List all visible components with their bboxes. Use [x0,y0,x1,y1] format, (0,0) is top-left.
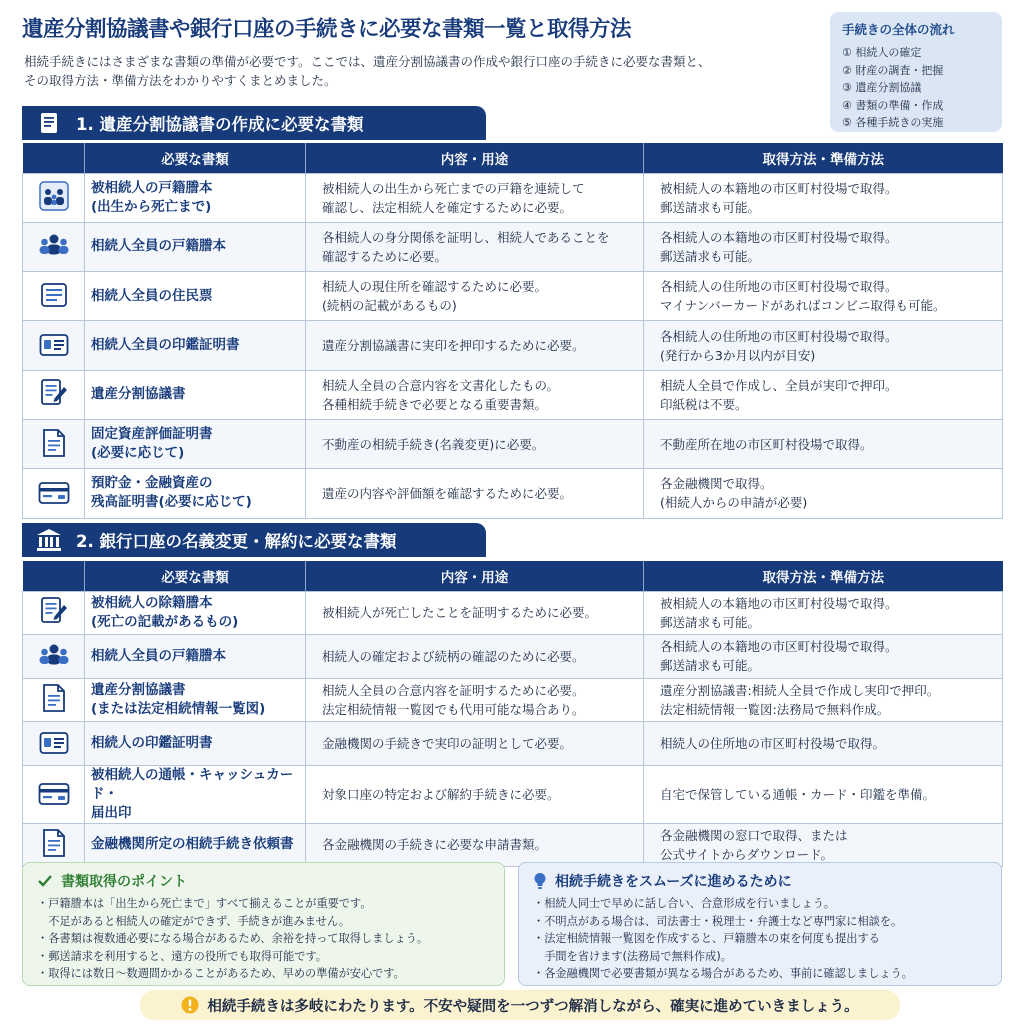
usage-cell [306,823,644,867]
flow-title: 手続きの全体の流れ [842,22,955,37]
cell-line: (相続人からの申請が必要) [660,495,808,511]
column-header-icon [23,561,85,591]
intro-text [24,52,804,90]
flow-step: ② 財産の調査・把握 [842,63,944,77]
table-row [23,370,1003,419]
row-icon-cell [23,765,85,823]
column-header-icon [23,143,85,173]
method-cell [644,678,1003,722]
method-cell [644,173,1003,222]
usage-cell [306,469,644,518]
cell-line: 被相続人の通帳・キャッシュカード・ [91,766,294,802]
list-item: ・各金融機関で必要書類が異なる場合があるため、事前に確認しましょう。 [533,967,913,981]
row-icon-cell [23,635,85,679]
method-cell [644,419,1003,468]
cell-line: (発行から3か月以内が目安) [660,347,816,363]
points-title [37,871,490,891]
row-icon-cell [23,370,85,419]
document-name-cell [85,222,306,271]
cell-line: 自宅で保管している通帳・カード・印鑑を準備。 [660,786,936,802]
cell-line: マイナンバーカードがあればコンビニ取得も可能。 [660,298,946,314]
method-cell [644,823,1003,867]
cell-line: 郵送請求も可能。 [660,658,761,674]
column-header-document: 必要な書類 [85,561,306,591]
usage-cell [306,765,644,823]
exclamation-icon [181,996,199,1014]
table-row [23,678,1003,722]
row-icon-cell [23,469,85,518]
cell-line: 被相続人の本籍地の市区町村役場で取得。 [660,180,898,196]
usage-cell [306,722,644,766]
column-header-method: 取得方法・準備方法 [644,561,1003,591]
row-icon-cell [23,823,85,867]
list-item: ・法定相続情報一覧図を作成すると、戸籍謄本の束を何度も提出する [533,932,880,946]
page-title: 遺産分割協議書や銀行口座の手続きに必要な書類一覧と取得方法 [22,17,632,42]
document-name-cell [85,370,306,419]
row-icon-cell [23,272,85,321]
table-row [23,469,1003,518]
method-cell [644,591,1003,635]
cell-line: 遺産の内容や評価額を確認するために必要。 [322,485,573,501]
list-item: 不足があると相続人の確定ができず、手続きが進みません。 [37,914,351,928]
cell-line: 郵送請求も可能。 [660,614,761,630]
cell-line: 遺産分割協議書:相続人全員で作成し実印で押印。 [660,682,940,698]
document-icon [37,826,71,860]
row-icon-cell [23,722,85,766]
cell-line: (または法定相続情報一覧図) [91,700,266,717]
cell-line: 各相続人の身分関係を証明し、相続人であることを [322,229,610,245]
row-icon-cell [23,591,85,635]
list-icon [37,278,71,312]
cell-line: 郵送請求も可能。 [660,248,761,264]
cell-line: 印紙税は不要。 [660,396,748,412]
table-row [23,321,1003,370]
document-name-cell [85,173,306,222]
row-icon-cell [23,321,85,370]
usage-cell [306,321,644,370]
table-row [23,722,1003,766]
cell-line: 不動産の相続手続き(名義変更)に必要。 [322,436,545,452]
bank-icon [36,527,62,553]
cell-line: 被相続人が死亡したことを証明するために必要。 [322,605,598,621]
cell-line: 残高証明書(必要に応じて) [91,494,252,511]
section-2-heading [22,523,486,557]
cell-line: 確認し、法定相続人を確定するために必要。 [322,199,573,215]
section-2-table [22,561,1003,867]
cell-line: 各相続人の本籍地の市区町村役場で取得。 [660,639,898,655]
cell-line: 各相続人の住所地の市区町村役場で取得。 [660,279,898,295]
usage-cell [306,173,644,222]
usage-cell [306,591,644,635]
list-item: ・相続人同士で早めに話し合い、合意形成を行いましょう。 [533,897,836,910]
cell-line: 相続人全員の合意内容を文書化したもの。 [322,377,560,393]
flow-step: ③ 遺産分割協議 [842,81,922,94]
cell-line: 遺産分割協議書 [91,386,186,403]
intro-line: その取得方法・準備方法をわかりやすくまとめました。 [24,73,337,88]
row-icon-cell [23,173,85,222]
cell-line: (出生から死亡まで) [91,198,212,215]
cell-line: (必要に応じて) [91,445,185,462]
check-icon [37,873,53,889]
cell-line: 遺産分割協議書に実印を押印するために必要。 [322,338,585,354]
lightbulb-icon [533,872,547,890]
document-name-cell [85,591,306,635]
section-1-title: 1. 遺産分割協議書の作成に必要な書類 [76,115,364,134]
section-1-table [22,143,1003,519]
document-name-cell [85,469,306,518]
document-name-cell [85,419,306,468]
table-row [23,222,1003,271]
cell-line: (死亡の記載があるもの) [91,613,239,630]
row-icon-cell [23,678,85,722]
cell-line: 法定相続情報一覧図でも代用可能な場合あり。 [322,701,585,717]
document-name-cell [85,722,306,766]
method-cell [644,222,1003,271]
cell-line: 各相続人の住所地の市区町村役場で取得。 [660,328,898,344]
closing-banner [140,990,900,1020]
id-card-icon [37,328,71,362]
process-flow-box [830,12,1002,132]
usage-cell [306,370,644,419]
cell-line: 各相続人の本籍地の市区町村役場で取得。 [660,229,898,245]
usage-cell [306,222,644,271]
list-item: 手間を省けます(法務局で無料作成)。 [533,949,732,963]
card-icon [37,777,71,811]
usage-cell [306,419,644,468]
intro-line: 相続手続きにはさまざまな書類の準備が必要です。ここでは、遺産分割協議書の作成や銀行口座の手続きに必要な書類と、 [24,54,711,69]
document-icon [37,426,71,460]
cell-line: 各種相続手続きで必要となる重要書類。 [322,396,548,412]
points-title-text: 書類取得のポイント [61,874,187,890]
document-name-cell [85,765,306,823]
document-icon [37,681,71,715]
table-row [23,173,1003,222]
cell-line: 各金融機関で取得。 [660,476,773,492]
cell-line: 相続人全員の印鑑証明書 [91,337,240,354]
usage-cell [306,678,644,722]
list-item: ・戸籍謄本は「出生から死亡まで」すべて揃えることが重要です。 [37,897,372,910]
cell-line: 相続人全員の戸籍謄本 [91,647,226,664]
document-name-cell [85,321,306,370]
cell-line: 被相続人の本籍地の市区町村役場で取得。 [660,595,898,611]
cell-line: 公式サイトからダウンロード。 [660,846,834,862]
flow-step: ⑤ 各種手続きの実施 [842,116,944,129]
table-header-row [23,143,1003,173]
cell-line: 固定資産評価証明書 [91,426,213,443]
method-cell [644,635,1003,679]
flow-step: ④ 書類の準備・作成 [842,98,944,112]
cell-line: 被相続人の除籍謄本 [91,594,213,611]
cell-line: 相続人の現住所を確認するために必要。 [322,279,548,295]
list-item: ・各書類は複数通必要になる場合があるため、余裕を持って取得しましょう。 [37,932,429,946]
document-name-cell [85,272,306,321]
row-icon-cell [23,222,85,271]
column-header-method: 取得方法・準備方法 [644,143,1003,173]
section-2-title: 2. 銀行口座の名義変更・解約に必要な書類 [76,532,397,551]
table-row [23,419,1003,468]
table-row [23,823,1003,867]
group-icon [37,228,71,262]
card-icon [37,476,71,510]
cell-line: 金融機関の手続きで実印の証明として必要。 [322,735,573,751]
document-icon [36,110,62,136]
section-1-heading [22,106,486,140]
row-icon-cell [23,419,85,468]
cell-line: 各金融機関の手続きに必要な申請書類。 [322,837,548,853]
pen-document-icon [37,594,71,628]
method-cell [644,272,1003,321]
cell-line: 相続人全員で作成し、全員が実印で押印。 [660,377,898,393]
cell-line: 被相続人の戸籍謄本 [91,179,213,196]
tips-title [533,871,987,891]
cell-line: (続柄の記載があるもの) [322,298,457,314]
document-name-cell [85,678,306,722]
column-header-document: 必要な書類 [85,143,306,173]
banner-text: 相続手続きは多岐にわたります。不安や疑問を一つずつ解消しながら、確実に進めていきましょう。 [207,998,859,1015]
family-icon [37,179,71,213]
cell-line: 相続人の印鑑証明書 [91,734,213,751]
method-cell [644,765,1003,823]
list-item: ・郵送請求を利用すると、遠方の役所でも取得可能です。 [37,949,327,963]
cell-line: 各金融機関の窓口で取得、または [660,827,848,843]
document-name-cell [85,823,306,867]
id-card-icon [37,726,71,760]
document-name-cell [85,635,306,679]
cell-line: 法定相続情報一覧図:法務局で無料作成。 [660,701,890,717]
cell-line: 相続人の確定および続柄の確認のために必要。 [322,648,585,664]
document-points-box [22,862,505,986]
method-cell [644,370,1003,419]
list-item: ・取得には数日〜数週間かかることがあるため、早めの準備が安心です。 [37,967,405,981]
cell-line: 郵送請求も可能。 [660,199,761,215]
group-icon [37,638,71,672]
usage-cell [306,635,644,679]
cell-line: 相続人全員の住民票 [91,287,213,304]
table-row [23,272,1003,321]
list-item: ・不明点がある場合は、司法書士・税理士・弁護士など専門家に相談を。 [533,914,903,928]
tips-title-text: 相続手続きをスムーズに進めるために [555,874,792,890]
method-cell [644,722,1003,766]
table-row [23,765,1003,823]
cell-line: 預貯金・金融資産の [91,475,213,492]
column-header-usage: 内容・用途 [306,143,644,173]
cell-line: 遺産分割協議書 [91,681,186,698]
pen-document-icon [37,376,71,410]
smooth-process-tips-box [518,862,1002,986]
method-cell [644,469,1003,518]
table-row [23,635,1003,679]
flow-step: ① 相続人の確定 [842,46,922,59]
cell-line: 確認するために必要。 [322,248,448,264]
table-header-row [23,561,1003,591]
cell-line: 不動産所在地の市区町村役場で取得。 [660,436,873,452]
column-header-usage: 内容・用途 [306,561,644,591]
cell-line: 届出印 [91,804,132,821]
cell-line: 被相続人の出生から死亡までの戸籍を連続して [322,180,585,196]
table-row [23,591,1003,635]
cell-line: 金融機関所定の相続手続き依頼書 [91,836,294,853]
method-cell [644,321,1003,370]
usage-cell [306,272,644,321]
cell-line: 相続人全員の合意内容を証明するために必要。 [322,682,585,698]
cell-line: 相続人全員の戸籍謄本 [91,238,226,255]
cell-line: 対象口座の特定および解約手続きに必要。 [322,786,560,802]
cell-line: 相続人の住所地の市区町村役場で取得。 [660,735,886,751]
